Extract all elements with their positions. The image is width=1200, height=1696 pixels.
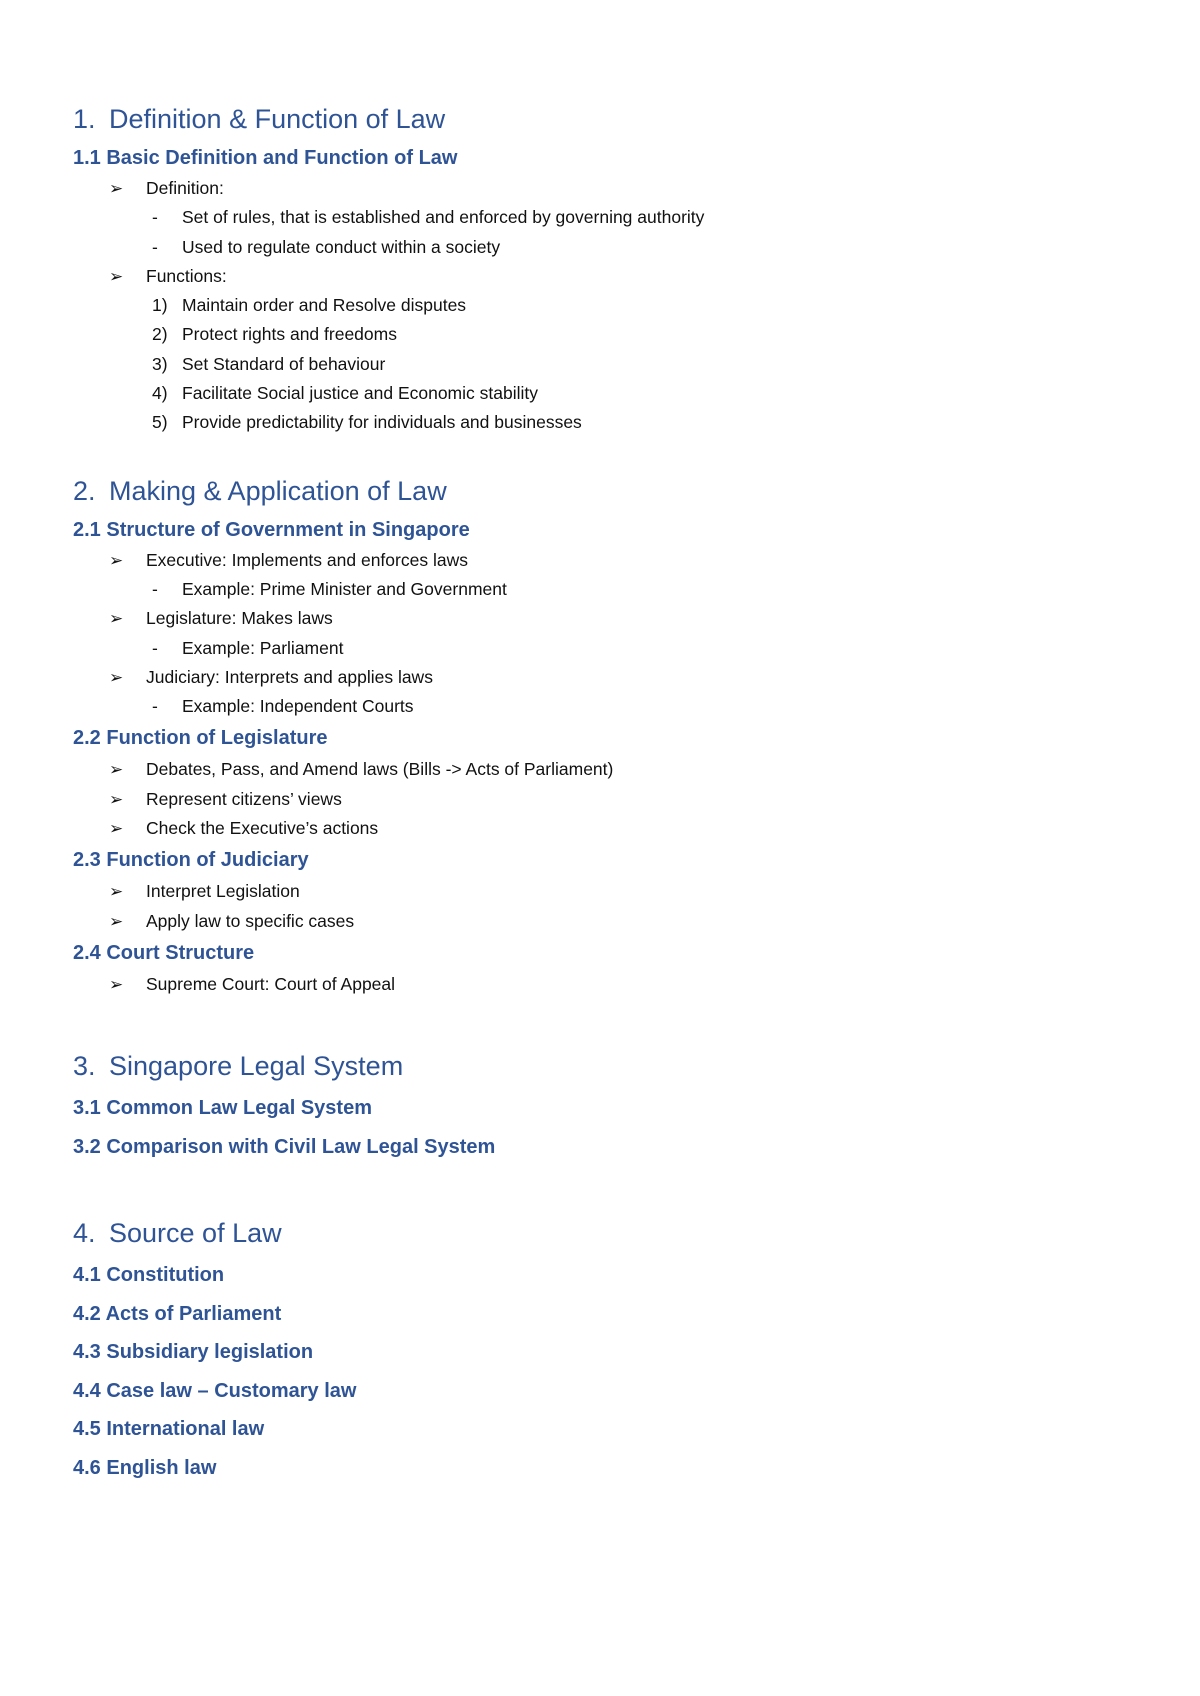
subsection-heading: 4.3 Subsidiary legislation (73, 1341, 314, 1364)
arrow-bullet-icon: ➢ (109, 609, 124, 629)
list-item-text: Apply law to specific cases (146, 910, 355, 931)
section-title: Definition & Function of Law (109, 104, 446, 134)
list-item-text: Set of rules, that is established and enforced by governing authority (182, 207, 705, 228)
list-item-text: Set Standard of behaviour (182, 353, 386, 374)
list-item-text: Represent citizens’ views (146, 788, 342, 809)
arrow-bullet-icon: ➢ (109, 760, 124, 780)
section-number: 4. (73, 1218, 96, 1249)
arrow-bullet-icon: ➢ (109, 882, 124, 902)
section-number: 3. (73, 1051, 96, 1082)
numbered-item (73, 320, 1133, 349)
list-item (73, 546, 1133, 575)
list-item-text: Functions: (146, 265, 227, 286)
document-page (73, 96, 1133, 1487)
item-number: 2) (152, 324, 168, 345)
section-heading-1 (73, 96, 1133, 142)
list-item (73, 203, 1133, 232)
subsection-heading: 3.2 Comparison with Civil Law Legal System (73, 1135, 496, 1158)
list-item-text: Executive: Implements and enforces laws (146, 549, 468, 570)
subsection-heading: 3.1 Common Law Legal System (73, 1097, 372, 1120)
subsection-heading: 2.1 Structure of Government in Singapore (73, 518, 470, 541)
dash-bullet-icon: - (152, 696, 158, 717)
arrow-bullet-icon: ➢ (109, 789, 124, 809)
list-item-text: Supreme Court: Court of Appeal (146, 973, 396, 994)
subsection-heading: 2.3 Function of Judiciary (73, 849, 309, 872)
numbered-item (73, 350, 1133, 379)
spacer (73, 999, 1133, 1043)
arrow-bullet-icon: ➢ (109, 974, 124, 994)
subsection-heading: 2.4 Court Structure (73, 941, 255, 964)
item-number: 4) (152, 383, 168, 404)
list-item (73, 262, 1133, 291)
section-number: 2. (73, 475, 96, 506)
numbered-item (73, 291, 1133, 320)
list-item (73, 575, 1133, 604)
list-item-text: Example: Prime Minister and Government (182, 578, 507, 599)
list-item (73, 785, 1133, 814)
arrow-bullet-icon: ➢ (109, 667, 124, 687)
subsection-heading: 4.1 Constitution (73, 1264, 225, 1287)
subsection-heading: 4.6 English law (73, 1456, 217, 1479)
item-number: 1) (152, 295, 168, 316)
subsection-heading: 2.2 Function of Legislature (73, 727, 328, 750)
dash-bullet-icon: - (152, 578, 158, 599)
list-item (73, 814, 1133, 843)
dash-bullet-icon: - (152, 637, 158, 658)
arrow-bullet-icon: ➢ (109, 179, 124, 198)
list-item-text: Maintain order and Resolve disputes (182, 295, 467, 316)
item-number: 5) (152, 412, 168, 433)
list-item-text: Legislature: Makes laws (146, 608, 333, 629)
section-heading-4 (73, 1210, 1133, 1256)
list-item (73, 877, 1133, 906)
list-item (73, 970, 1133, 999)
list-item (73, 663, 1133, 692)
subsection-heading: 1.1 Basic Definition and Function of Law (73, 147, 458, 169)
subsection-heading: 4.2 Acts of Parliament (73, 1302, 282, 1325)
list-item (73, 604, 1133, 633)
spacer (73, 438, 1133, 468)
list-item-text: Check the Executive’s actions (146, 818, 379, 839)
list-item-text: Facilitate Social justice and Economic stability (182, 383, 538, 404)
dash-bullet-icon: - (152, 236, 158, 257)
section-title: Source of Law (109, 1218, 282, 1249)
numbered-item (73, 408, 1133, 437)
list-item-text: Protect rights and freedoms (182, 324, 397, 345)
list-item-text: Interpret Legislation (146, 881, 300, 902)
arrow-bullet-icon: ➢ (109, 266, 124, 286)
arrow-bullet-icon: ➢ (109, 911, 124, 931)
section-title: Singapore Legal System (109, 1051, 404, 1082)
list-item-text: Debates, Pass, and Amend laws (Bills -> Acts of Parliament) (146, 759, 614, 780)
subsection-heading: 4.5 International law (73, 1418, 265, 1441)
section-heading-2 (73, 468, 1133, 514)
arrow-bullet-icon: ➢ (109, 819, 124, 839)
section-title: Making & Application of Law (109, 475, 447, 506)
list-item-text: Example: Independent Courts (182, 696, 414, 717)
list-item-text: Used to regulate conduct within a society (182, 236, 501, 257)
section-heading-3 (73, 1043, 1133, 1089)
numbered-item (73, 379, 1133, 408)
dash-bullet-icon: - (152, 207, 158, 228)
list-item (73, 634, 1133, 663)
item-number: 3) (152, 353, 168, 374)
list-item (73, 755, 1133, 784)
spacer (73, 1166, 1133, 1210)
arrow-bullet-icon: ➢ (109, 550, 124, 570)
list-item (73, 692, 1133, 721)
section-number: 1. (73, 104, 96, 134)
subsection-heading: 4.4 Case law – Customary law (73, 1379, 357, 1402)
list-item-text: Definition: (146, 178, 224, 198)
list-item-text: Provide predictability for individuals and businesses (182, 412, 582, 433)
list-item-text: Judiciary: Interprets and applies laws (146, 666, 433, 687)
list-item-text: Example: Parliament (182, 637, 344, 658)
list-item (73, 174, 1133, 203)
list-item (73, 907, 1133, 936)
list-item (73, 233, 1133, 262)
